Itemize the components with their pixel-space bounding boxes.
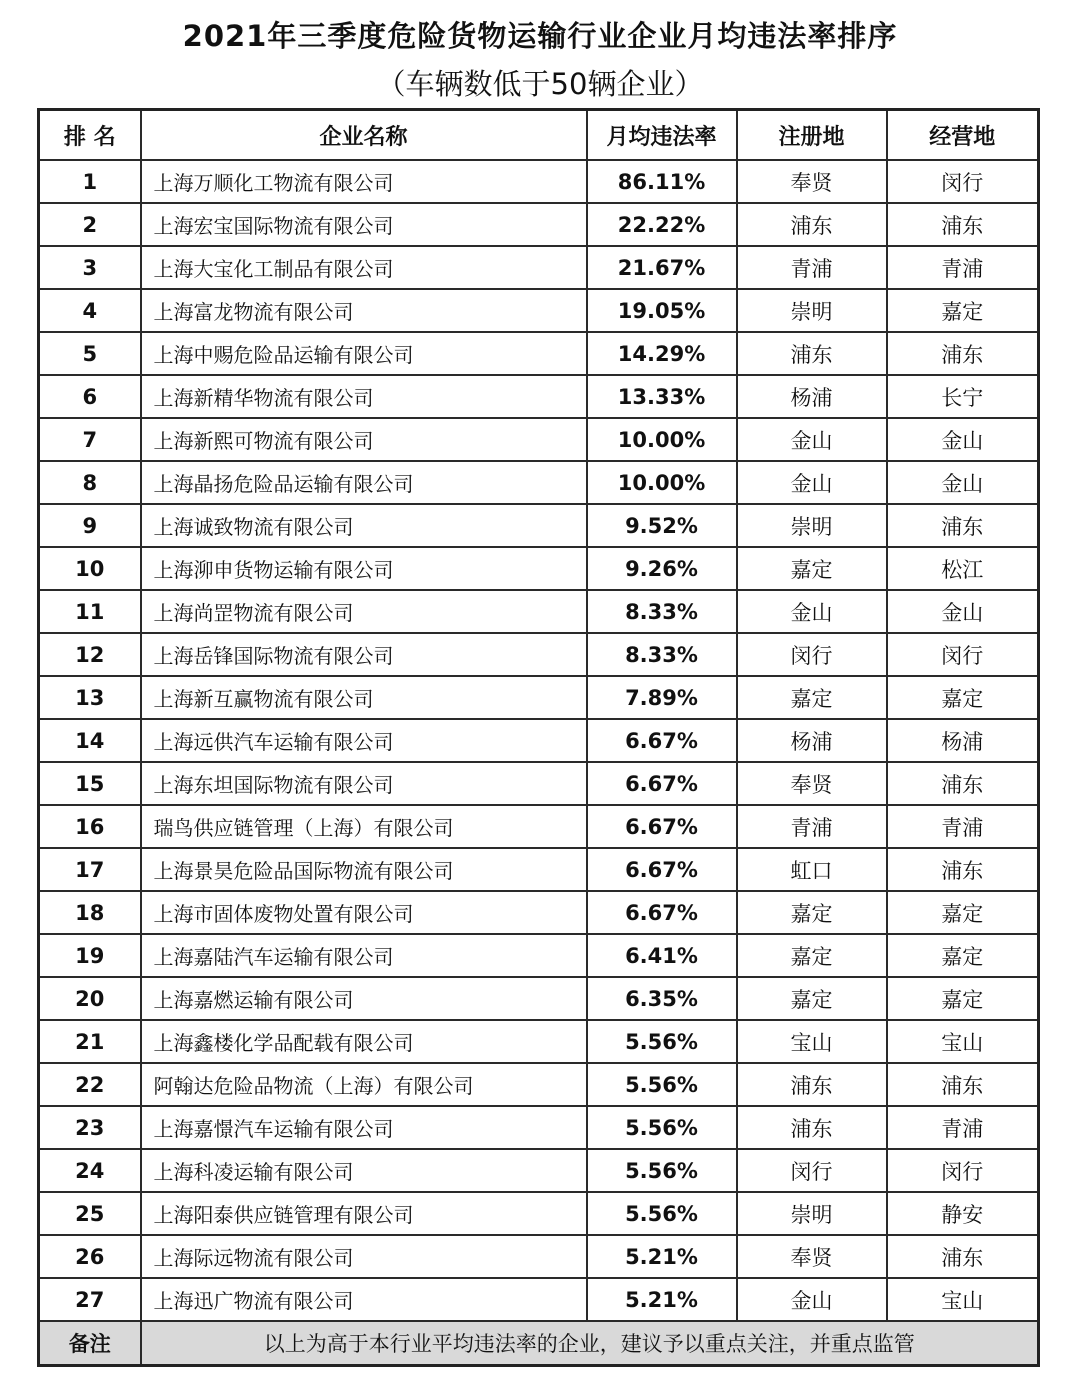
company-name-cell: 上海尚罡物流有限公司 bbox=[141, 590, 587, 633]
violation-rate-cell: 8.33% bbox=[587, 590, 737, 633]
table-row bbox=[39, 547, 1039, 590]
header-operating: 经营地 bbox=[887, 110, 1039, 161]
table-row bbox=[39, 1235, 1039, 1278]
rank-cell: 17 bbox=[39, 848, 141, 891]
operating-location-cell: 闵行 bbox=[887, 633, 1039, 676]
violation-rate-cell: 5.21% bbox=[587, 1235, 737, 1278]
violation-rate-cell: 21.67% bbox=[587, 246, 737, 289]
operating-location-cell: 金山 bbox=[887, 461, 1039, 504]
registered-location-cell: 嘉定 bbox=[737, 934, 887, 977]
table-row bbox=[39, 504, 1039, 547]
rank-cell: 6 bbox=[39, 375, 141, 418]
registered-location-cell: 金山 bbox=[737, 418, 887, 461]
registered-location-cell: 金山 bbox=[737, 461, 887, 504]
table-row bbox=[39, 332, 1039, 375]
operating-location-cell: 嘉定 bbox=[887, 934, 1039, 977]
company-name-cell: 上海新精华物流有限公司 bbox=[141, 375, 587, 418]
rank-cell: 3 bbox=[39, 246, 141, 289]
company-name-cell: 上海嘉陆汽车运输有限公司 bbox=[141, 934, 587, 977]
registered-location-cell: 崇明 bbox=[737, 1192, 887, 1235]
table-header-row bbox=[39, 110, 1039, 161]
violation-rate-cell: 5.21% bbox=[587, 1278, 737, 1321]
registered-location-cell: 嘉定 bbox=[737, 977, 887, 1020]
registered-location-cell: 奉贤 bbox=[737, 762, 887, 805]
rank-cell: 12 bbox=[39, 633, 141, 676]
operating-location-cell: 闵行 bbox=[887, 1149, 1039, 1192]
document-subtitle: （车辆数低于50辆企业） bbox=[376, 67, 704, 101]
rank-cell: 15 bbox=[39, 762, 141, 805]
registered-location-cell: 虹口 bbox=[737, 848, 887, 891]
violation-rate-cell: 13.33% bbox=[587, 375, 737, 418]
operating-location-cell: 金山 bbox=[887, 418, 1039, 461]
table-row bbox=[39, 977, 1039, 1020]
company-name-cell: 上海阳泰供应链管理有限公司 bbox=[141, 1192, 587, 1235]
rank-cell: 9 bbox=[39, 504, 141, 547]
table-row bbox=[39, 246, 1039, 289]
table-row bbox=[39, 418, 1039, 461]
operating-location-cell: 浦东 bbox=[887, 203, 1039, 246]
registered-location-cell: 嘉定 bbox=[737, 547, 887, 590]
table-row bbox=[39, 676, 1039, 719]
table-row bbox=[39, 461, 1039, 504]
document-title: 2021年三季度危险货物运输行业企业月均违法率排序 bbox=[182, 19, 898, 53]
registered-location-cell: 奉贤 bbox=[737, 160, 887, 203]
violation-rate-cell: 9.52% bbox=[587, 504, 737, 547]
violation-rate-cell: 19.05% bbox=[587, 289, 737, 332]
rank-cell: 18 bbox=[39, 891, 141, 934]
violation-rate-cell: 5.56% bbox=[587, 1063, 737, 1106]
company-name-cell: 上海富龙物流有限公司 bbox=[141, 289, 587, 332]
violation-rate-cell: 6.67% bbox=[587, 719, 737, 762]
operating-location-cell: 嘉定 bbox=[887, 891, 1039, 934]
company-name-cell: 上海景昊危险品国际物流有限公司 bbox=[141, 848, 587, 891]
operating-location-cell: 嘉定 bbox=[887, 977, 1039, 1020]
rank-cell: 26 bbox=[39, 1235, 141, 1278]
rank-cell: 19 bbox=[39, 934, 141, 977]
header-rank: 排 名 bbox=[39, 110, 141, 161]
table-row bbox=[39, 289, 1039, 332]
registered-location-cell: 浦东 bbox=[737, 203, 887, 246]
company-name-cell: 上海大宝化工制品有限公司 bbox=[141, 246, 587, 289]
table-row bbox=[39, 805, 1039, 848]
registered-location-cell: 青浦 bbox=[737, 246, 887, 289]
violation-rate-cell: 8.33% bbox=[587, 633, 737, 676]
operating-location-cell: 浦东 bbox=[887, 1063, 1039, 1106]
registered-location-cell: 嘉定 bbox=[737, 676, 887, 719]
table-row bbox=[39, 590, 1039, 633]
rank-cell: 13 bbox=[39, 676, 141, 719]
operating-location-cell: 嘉定 bbox=[887, 676, 1039, 719]
rank-cell: 23 bbox=[39, 1106, 141, 1149]
company-name-cell: 上海晶扬危险品运输有限公司 bbox=[141, 461, 587, 504]
rank-cell: 1 bbox=[39, 160, 141, 203]
table-row bbox=[39, 160, 1039, 203]
registered-location-cell: 金山 bbox=[737, 1278, 887, 1321]
rank-cell: 5 bbox=[39, 332, 141, 375]
rank-cell: 25 bbox=[39, 1192, 141, 1235]
registered-location-cell: 浦东 bbox=[737, 1063, 887, 1106]
footer-note: 以上为高于本行业平均违法率的企业，建议予以重点关注，并重点监管 bbox=[141, 1321, 1039, 1366]
company-name-cell: 上海嘉憬汽车运输有限公司 bbox=[141, 1106, 587, 1149]
rank-cell: 10 bbox=[39, 547, 141, 590]
rank-cell: 27 bbox=[39, 1278, 141, 1321]
rank-cell: 24 bbox=[39, 1149, 141, 1192]
rank-cell: 4 bbox=[39, 289, 141, 332]
table-row bbox=[39, 762, 1039, 805]
table-row bbox=[39, 848, 1039, 891]
table-row bbox=[39, 1063, 1039, 1106]
table-row bbox=[39, 633, 1039, 676]
registered-location-cell: 崇明 bbox=[737, 504, 887, 547]
rank-cell: 21 bbox=[39, 1020, 141, 1063]
violation-rate-cell: 5.56% bbox=[587, 1020, 737, 1063]
registered-location-cell: 嘉定 bbox=[737, 891, 887, 934]
registered-location-cell: 青浦 bbox=[737, 805, 887, 848]
table-footer-row bbox=[39, 1321, 1039, 1366]
table-row bbox=[39, 1278, 1039, 1321]
registered-location-cell: 崇明 bbox=[737, 289, 887, 332]
operating-location-cell: 浦东 bbox=[887, 1235, 1039, 1278]
registered-location-cell: 闵行 bbox=[737, 1149, 887, 1192]
table-row bbox=[39, 375, 1039, 418]
company-name-cell: 上海际远物流有限公司 bbox=[141, 1235, 587, 1278]
violation-rate-cell: 5.56% bbox=[587, 1149, 737, 1192]
operating-location-cell: 青浦 bbox=[887, 1106, 1039, 1149]
company-name-cell: 上海嘉燃运输有限公司 bbox=[141, 977, 587, 1020]
operating-location-cell: 金山 bbox=[887, 590, 1039, 633]
registered-location-cell: 杨浦 bbox=[737, 719, 887, 762]
rank-cell: 16 bbox=[39, 805, 141, 848]
registered-location-cell: 浦东 bbox=[737, 1106, 887, 1149]
company-name-cell: 上海万顺化工物流有限公司 bbox=[141, 160, 587, 203]
registered-location-cell: 宝山 bbox=[737, 1020, 887, 1063]
company-name-cell: 上海岳锋国际物流有限公司 bbox=[141, 633, 587, 676]
registered-location-cell: 浦东 bbox=[737, 332, 887, 375]
violation-rate-cell: 6.67% bbox=[587, 762, 737, 805]
company-name-cell: 上海迅广物流有限公司 bbox=[141, 1278, 587, 1321]
company-name-cell: 上海宏宝国际物流有限公司 bbox=[141, 203, 587, 246]
operating-location-cell: 宝山 bbox=[887, 1020, 1039, 1063]
operating-location-cell: 浦东 bbox=[887, 848, 1039, 891]
operating-location-cell: 闵行 bbox=[887, 160, 1039, 203]
table-row bbox=[39, 1020, 1039, 1063]
operating-location-cell: 静安 bbox=[887, 1192, 1039, 1235]
rank-cell: 22 bbox=[39, 1063, 141, 1106]
rank-cell: 2 bbox=[39, 203, 141, 246]
table-row bbox=[39, 891, 1039, 934]
violation-rate-cell: 5.56% bbox=[587, 1106, 737, 1149]
violation-rate-table bbox=[37, 108, 1040, 1367]
company-name-cell: 上海诚致物流有限公司 bbox=[141, 504, 587, 547]
header-company: 企业名称 bbox=[141, 110, 587, 161]
header-registered: 注册地 bbox=[737, 110, 887, 161]
operating-location-cell: 青浦 bbox=[887, 246, 1039, 289]
operating-location-cell: 松江 bbox=[887, 547, 1039, 590]
rank-cell: 20 bbox=[39, 977, 141, 1020]
registered-location-cell: 闵行 bbox=[737, 633, 887, 676]
company-name-cell: 上海泖申货物运输有限公司 bbox=[141, 547, 587, 590]
violation-rate-cell: 5.56% bbox=[587, 1192, 737, 1235]
violation-rate-cell: 86.11% bbox=[587, 160, 737, 203]
violation-rate-cell: 10.00% bbox=[587, 418, 737, 461]
violation-rate-cell: 6.67% bbox=[587, 805, 737, 848]
operating-location-cell: 杨浦 bbox=[887, 719, 1039, 762]
violation-rate-cell: 6.41% bbox=[587, 934, 737, 977]
company-name-cell: 上海新熙可物流有限公司 bbox=[141, 418, 587, 461]
violation-rate-cell: 6.67% bbox=[587, 891, 737, 934]
operating-location-cell: 长宁 bbox=[887, 375, 1039, 418]
violation-rate-cell: 6.67% bbox=[587, 848, 737, 891]
table-row bbox=[39, 719, 1039, 762]
company-name-cell: 阿翰达危险品物流（上海）有限公司 bbox=[141, 1063, 587, 1106]
registered-location-cell: 奉贤 bbox=[737, 1235, 887, 1278]
operating-location-cell: 浦东 bbox=[887, 332, 1039, 375]
company-name-cell: 瑞鸟供应链管理（上海）有限公司 bbox=[141, 805, 587, 848]
violation-rate-cell: 7.89% bbox=[587, 676, 737, 719]
violation-rate-cell: 6.35% bbox=[587, 977, 737, 1020]
violation-rate-cell: 10.00% bbox=[587, 461, 737, 504]
table-row bbox=[39, 934, 1039, 977]
violation-rate-cell: 14.29% bbox=[587, 332, 737, 375]
operating-location-cell: 浦东 bbox=[887, 504, 1039, 547]
violation-rate-cell: 9.26% bbox=[587, 547, 737, 590]
company-name-cell: 上海科凌运输有限公司 bbox=[141, 1149, 587, 1192]
violation-rate-cell: 22.22% bbox=[587, 203, 737, 246]
company-name-cell: 上海市固体废物处置有限公司 bbox=[141, 891, 587, 934]
table-row bbox=[39, 1192, 1039, 1235]
operating-location-cell: 青浦 bbox=[887, 805, 1039, 848]
registered-location-cell: 金山 bbox=[737, 590, 887, 633]
company-name-cell: 上海新互赢物流有限公司 bbox=[141, 676, 587, 719]
table-row bbox=[39, 1149, 1039, 1192]
rank-cell: 7 bbox=[39, 418, 141, 461]
operating-location-cell: 嘉定 bbox=[887, 289, 1039, 332]
company-name-cell: 上海鑫楼化学品配载有限公司 bbox=[141, 1020, 587, 1063]
table-row bbox=[39, 1106, 1039, 1149]
rank-cell: 14 bbox=[39, 719, 141, 762]
registered-location-cell: 杨浦 bbox=[737, 375, 887, 418]
company-name-cell: 上海远供汽车运输有限公司 bbox=[141, 719, 587, 762]
header-rate: 月均违法率 bbox=[587, 110, 737, 161]
footer-label: 备注 bbox=[39, 1321, 141, 1366]
rank-cell: 11 bbox=[39, 590, 141, 633]
operating-location-cell: 宝山 bbox=[887, 1278, 1039, 1321]
table-row bbox=[39, 203, 1039, 246]
table-body bbox=[39, 160, 1039, 1321]
rank-cell: 8 bbox=[39, 461, 141, 504]
operating-location-cell: 浦东 bbox=[887, 762, 1039, 805]
company-name-cell: 上海中赐危险品运输有限公司 bbox=[141, 332, 587, 375]
company-name-cell: 上海东坦国际物流有限公司 bbox=[141, 762, 587, 805]
